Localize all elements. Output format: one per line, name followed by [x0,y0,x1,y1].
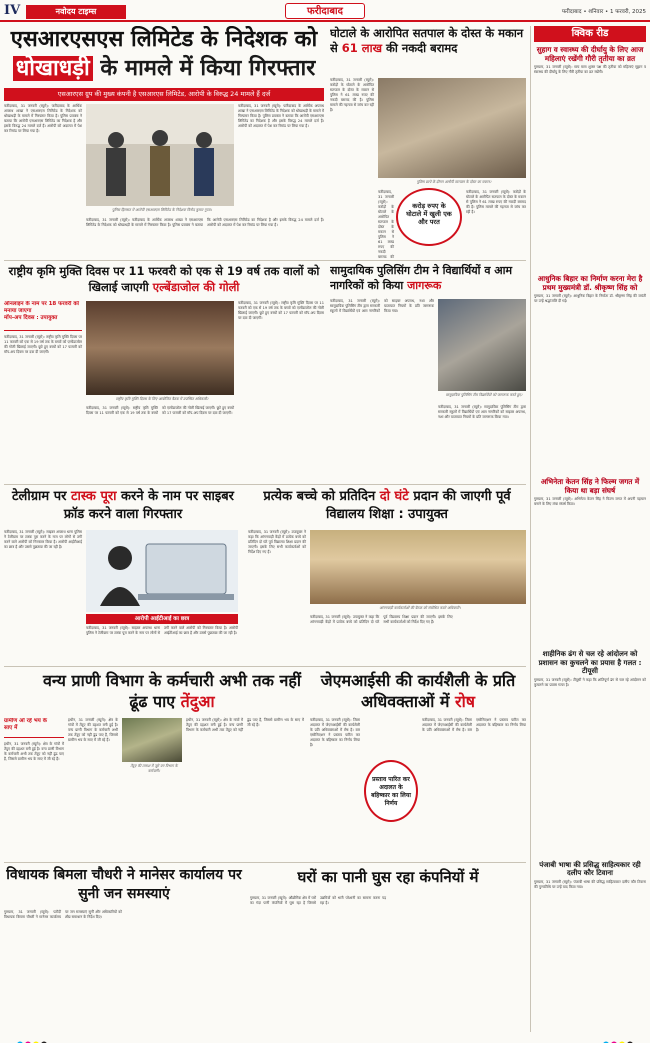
registration-strip [0,1034,650,1043]
tag-telegram: आरोपी आईटीआई का छात्र [86,614,238,624]
headline-worm [4,263,324,295]
headline-water: घरों का पानी घुस रहा कंपनियों में [297,868,479,886]
headline-satpal-part1: घोटाले के आरोपित सतपाल के दोस्त के मकान से [330,26,524,55]
hacker-laptop-illustration [86,530,238,612]
headline-telegram-part2: करने के नाम पर साइबर फ्रॉड करने वाला गिरफ्तार [63,489,234,522]
kicker-leopard [4,718,64,738]
headline-worm-part1: राष्ट्रीय कृमि मुक्ति दिवस पर 11 फरवरी को एक से 19 वर्ष तक वालों को खिलाई जाएगी [8,264,320,294]
body-sars-col3: फरीदाबाद, 31 जनवरी (ब्यूरो): फरीदाबाद के आर्थिक अपराध शाखा ने एसआरएस लिमिटेड के निदेशक को धोखाधड़ी के मामले में गिरफ्तार किया है। पुलिस प्रवक्ता ने बताया कि आरोपी एसआरएस लिमिटेड का निदेशक है और इसके विरुद्ध 24 मामले दर्ज हैं। आरोपी को अदालत में पेश कर रिमांड पर लिया गया है। [238,104,324,128]
story-sars [4,26,324,258]
sidebar [530,26,646,1032]
headline-school-highlight: दो घंटे [379,489,409,504]
callout-jmic: प्रस्ताव पारित कर अदालत के बहिष्कार का लिया निर्णय [364,760,418,822]
body-jmic-col2: फरीदाबाद, 31 जनवरी (ब्यूरो): जिला अदालत में जेएमआईसी की कार्यशैली के प्रति अधिवक्ताओं में रोष है। बार एसोसिएशन ने प्रस्ताव पारित कर अदालत के बहिष्कार का निर्णय लिया है। [422,718,526,732]
sidebar-item5-title: पंजाबी भाषा की प्रसिद्ध साहित्यकार रही दलीप कौर टिवाना [539,860,641,877]
headline-policing-part1: सामुदायिक पुलिसिंग टीम ने विद्यार्थियों व आम नागरिकों को किया [330,264,513,292]
body-telegram-col1: फरीदाबाद, 31 जनवरी (ब्यूरो): साइबर अपराध थाना पुलिस ने टेलीग्राम पर टास्क पूरा करने के नाम पर लोगों से ठगी करने वाले आरोपी को गिरफ्तार किया है। आरोपी आईटीआई का छात्र है और उससे पूछताछ की जा रही है। [4,530,82,549]
city-tag: फरीदाबाद [285,3,365,19]
caption-sars: पुलिस हिरासत में आरोपी एसआरएस लिमिटेड के निदेशक विनोद कुमार गुप्ता। [112,208,212,212]
story-mla [4,866,244,1032]
caption-policing: सामुदायिक पुलिसिंग टीम विद्यार्थियों को जागरूक करते हुए। [445,393,523,397]
masthead [0,0,650,22]
sidebar-item3-body: गुरुग्राम, 31 जनवरी (ब्यूरो): अभिनेता केतन सिंह ने फिल्म जगत में अपनी पहचान बनाने के लिए लंबा संघर्ष किया। [534,497,646,506]
officers-illustration [86,104,234,206]
body-satpal-col3: फरीदाबाद, 31 जनवरी (ब्यूरो): करोड़ों के घोटाले के आरोपित सतपाल के दोस्त के मकान से पुलिस ने 61 लाख रुपए की नकदी बरामद की है। पुलिस मामले की गहनता से जांच कर रही है। [466,190,526,214]
headline-leopard-part1: वन्य प्राणी विभाग के कर्मचारी अभी तक नहीं ढूंढ पाए [43,671,301,711]
kicker-leopard-line1: ग्रामीण ओ रहे भय के [4,718,47,724]
headline-mla: विधायक बिमला चौधरी ने मानेसर कार्यालय पर सुनी जन समस्याएं [6,867,242,902]
headline-jmic [310,670,526,712]
body-school-col2: फरीदाबाद, 31 जनवरी (ब्यूरो): उपायुक्त ने कहा कि आंगनवाड़ी केंद्रों में प्रत्येक बच्चे को प्रतिदिन दो घंटे पूर्व विद्यालय शिक्षा प्रदान की जाएगी। इसके लिए सभी कार्यकर्ताओं को निर्देश दिए गए हैं। [310,615,453,624]
headline-sars-line1: एसआरएसएस लिमिटेड के निदेशक को [10,27,318,52]
sidebar-item4-title: शाहीनिक ढंग से चल रहे आंदोलन को प्रशासन का कुचलने का प्रयास है गलत : टीयूसी [538,650,642,675]
body-sars-left: फरीदाबाद, 31 जनवरी (ब्यूरो): फरीदाबाद के आर्थिक अपराध शाखा ने एसआरएस लिमिटेड के निदेशक को धोखाधड़ी के मामले में गिरफ्तार किया है। पुलिस प्रवक्ता ने बताया कि आरोपी एसआरएस लिमिटेड का निदेशक है और इसके विरुद्ध 24 मामले दर्ज हैं। आरोपी को अदालत में पेश कर रिमांड पर लिया गया है। [4,104,82,133]
kicker-leopard-line2: साए में [4,725,18,731]
headline-satpal-amount: 61 लाख [341,41,382,55]
body-leopard-col3: हथीन, 31 जनवरी (ब्यूरो): क्षेत्र के गांवों में तेंदुए की दहशत बनी हुई है। वन्य प्राणी विभाग के कर्मचारी अभी तक तेंदुए को नहीं ढूंढ पाए हैं, जिससे ग्रामीण भय के साए में जी रहे हैं। [186,718,304,732]
sidebar-item2-body: गुरुग्राम, 31 जनवरी (ब्यूरो): आधुनिक बिहार के निर्माता डॉ. श्रीकृष्ण सिंह की जयंती पर उन्हें श्रद्धांजलि दी गई। [534,294,646,303]
body-water: गुरुग्राम, 31 जनवरी (ब्यूरो): औद्योगिक क्षेत्र में घरों का गंदा पानी कंपनियों में घुस रहा है जिससे उद्यमियों को भारी परेशानी का सामना करना पड़ रहा है। [250,896,386,905]
body-policing-col3: फरीदाबाद, 31 जनवरी (ब्यूरो): सामुदायिक पुलिसिंग टीम द्वारा सरकारी स्कूलों में विद्यार्थियों एवं आम नागरिकों को साइबर अपराध, नशा और यातायात नियमों के प्रति जागरूक किया गया। [438,405,526,419]
body-satpal-col2: फरीदाबाद, 31 जनवरी (ब्यूरो): करोड़ों के घोटाले के आरोपित सतपाल के दोस्त के मकान से पुलिस ने 61 लाख रुपए की नकदी बरामद की [378,190,394,258]
story-water [250,866,526,1032]
photo-school [310,530,526,604]
headline-sars-highlight: धोखाधड़ी [13,56,93,81]
headline-school-part1: प्रत्येक बच्चे को प्रतिदिन [263,489,376,504]
headline-telegram-highlight: टास्क पूरा [70,489,117,504]
kicker-line2: मॉप-अप दिवस : उपायुक्त [4,315,58,321]
headline-jmic-highlight: रोष [455,692,475,711]
caption-satpal: पुलिस छापे के दौरान आरोपी सतपाल के दोस्त का मकान। [416,180,492,184]
headline-satpal-part2: की नकदी बरामद [386,41,458,55]
sidebar-item3-title: अभिनेता केतन सिंह ने फिल्म जगत में किया था बड़ा संघर्ष [540,477,640,495]
headline-satpal [330,26,526,56]
callout-satpal: करोड़ रुपए के घोटाले में खुली एक और परत [396,188,462,246]
photo-policing [438,299,526,391]
headline-leopard-highlight: तेंदुआ [180,692,215,711]
photo-telegram [86,530,238,612]
headline-school-part2: प्रदान की जाएगी पूर्व विद्यालय शिक्षा : उपायुक्त [326,489,511,522]
page-number: IV [4,3,21,18]
story-leopard [4,670,304,860]
sidebar-item2-title: आधुनिक बिहार का निर्माण करना मेरा है प्रथम मुख्यमंत्री डॉ. श्रीकृष्ण सिंह को [537,274,643,292]
story-school [248,488,526,664]
caption-school: आंगनवाड़ी कार्यकर्ताओं की बैठक को संबोधित करते अधिकारी। [379,606,461,610]
headline-jmic-part1: जेएमआईसी की कार्यशैली के प्रति अधिवक्ताओं में [320,671,516,711]
body-worm-col3: फरीदाबाद, 31 जनवरी (ब्यूरो): राष्ट्रीय कृमि मुक्ति दिवस पर 11 फरवरी को एक से 19 वर्ष तक के बच्चों को एल्बेंडाजोल की गोली खिलाई जाएगी। छूटे हुए बच्चों को 17 फरवरी को मॉप-अप दिवस पर दवा दी जाएगी। [238,301,324,320]
photo-worm [86,301,234,395]
story-jmic [310,670,526,860]
body-leopard-col1: हथीन, 31 जनवरी (ब्यूरो): क्षेत्र के गांवों में तेंदुए की दहशत बनी हुई है। वन्य प्राणी विभाग के कर्मचारी अभी तक तेंदुए को नहीं ढूंढ पाए हैं, जिससे ग्रामीण भय के साए में जी रहे हैं। [4,742,64,761]
story-satpal [330,26,526,258]
sidebar-item4-body: गुरुग्राम, 31 जनवरी (ब्यूरो): टीयूसी ने कहा कि शांतिपूर्ण ढंग से चल रहे आंदोलन को कुचलने का प्रयास गलत है। [534,677,646,687]
headline-sars-line2 [4,54,324,84]
sidebar-item1-body: गुरुग्राम, 31 जनवरी (ब्यूरो): माघ मास शुक्ल पक्ष की तृतीया को महिलाएं सुहाग व स्वास्थ्य की दीर्घायु के लिए गौरी तृतीया का व्रत रखेंगी। [534,65,646,74]
kicker-telegram [4,301,82,331]
caption-worm: राष्ट्रीय कृमि मुक्ति दिवस के लिए आयोजित बैठक में उपस्थित अधिकारी। [115,397,209,401]
caption-leopard: तेंदुए की तलाश में जुटे वन विभाग के कर्मचारी। [130,764,178,773]
strap-sars: एसआरएस ग्रुप की मुख्य कंपनी है एसआरएस लिमिटेड, आरोपी के विरुद्ध 24 मामले हैं दर्ज [4,88,324,101]
body-policing: फरीदाबाद, 31 जनवरी (ब्यूरो): सामुदायिक पुलिसिंग टीम द्वारा सरकारी स्कूलों में विद्यार्थियों एवं आम नागरिकों को साइबर अपराध, नशा और यातायात नियमों के प्रति जागरूक किया गया। [330,299,434,313]
headline-sars-rest: के मामले में किया गिरफ्तार [100,56,316,81]
headline-policing [330,263,526,293]
headline-telegram-part1: टेलीग्राम पर [11,489,67,504]
story-telegram [4,488,242,664]
paper-name: नवोदय टाइम्स [26,5,126,19]
sidebar-heading: क्विक रीड [534,26,646,42]
body-mla: गुरुग्राम, 31 जनवरी (ब्यूरो): पटौदी विधायक बिमला चौधरी ने मानेसर कार्यालय पर जन समस्याएं सुनीं और अधिकारियों को शीघ्र समाधान के निर्देश दिए। [4,910,122,919]
body-sars-right: फरीदाबाद, 31 जनवरी (ब्यूरो): फरीदाबाद के आर्थिक अपराध शाखा ने एसआरएस लिमिटेड के निदेशक को धोखाधड़ी के मामले में गिरफ्तार किया है। पुलिस प्रवक्ता ने बताया कि आरोपी एसआरएस लिमिटेड का निदेशक है और इसके विरुद्ध 24 मामले दर्ज हैं। आरोपी को अदालत में पेश कर रिमांड पर लिया गया है। [86,218,324,227]
sidebar-item5-body: गुरुग्राम, 31 जनवरी (ब्यूरो): पंजाबी भाषा की प्रसिद्ध साहित्यकार दलीप कौर टिवाना की पुण्यतिथि पर उन्हें याद किया गया। [534,879,646,889]
photo-satpal [378,78,526,178]
body-telegram-col2: फरीदाबाद, 31 जनवरी (ब्यूरो): साइबर अपराध थाना पुलिस ने टेलीग्राम पर टास्क पूरा करने के नाम पर लोगों से ठगी करने वाले आरोपी को गिरफ्तार किया है। आरोपी आईटीआई का छात्र है और उससे पूछताछ की जा रही है। [86,626,238,635]
sidebar-item1-title: सुहाग व स्वास्थ्य की दीर्घायु के लिए आज महिलाएं रखेंगी गौरी तृतीया का व्रत [536,45,644,63]
dateline: फरीदाबाद • शनिवार • 1 फरवरी, 2025 [561,9,646,15]
kicker-line1: ऑनलाइन के नाम पर 18 फरवरी को मनाया जाएगा [4,301,79,314]
headline-leopard [4,670,304,712]
headline-telegram [4,488,242,524]
story-worm [4,263,324,483]
body-worm-col2: फरीदाबाद, 31 जनवरी (ब्यूरो): राष्ट्रीय कृमि मुक्ति दिवस पर 11 फरवरी को एक से 19 वर्ष तक के बच्चों को एल्बेंडाजोल की गोली खिलाई जाएगी। छूटे हुए बच्चों को 17 फरवरी को मॉप-अप दिवस पर दवा दी जाएगी। [86,406,234,415]
body-school-col1: फरीदाबाद, 31 जनवरी (ब्यूरो): उपायुक्त ने कहा कि आंगनवाड़ी केंद्रों में प्रत्येक बच्चे को प्रतिदिन दो घंटे पूर्व विद्यालय शिक्षा प्रदान की जाएगी। इसके लिए सभी कार्यकर्ताओं को निर्देश दिए गए हैं। [248,530,306,554]
body-jmic-col1: फरीदाबाद, 31 जनवरी (ब्यूरो): जिला अदालत में जेएमआईसी की कार्यशैली के प्रति अधिवक्ताओं में रोष है। बार एसोसिएशन ने प्रस्ताव पारित कर अदालत के बहिष्कार का निर्णय लिया है। [310,718,360,747]
headline-worm-highlight: एल्बेंडाजोल की गोली [152,280,240,294]
body-worm-col1: फरीदाबाद, 31 जनवरी (ब्यूरो): राष्ट्रीय कृमि मुक्ति दिवस पर 11 फरवरी को एक से 19 वर्ष तक के बच्चों को एल्बेंडाजोल की गोली खिलाई जाएगी। छूटे हुए बच्चों को 17 फरवरी को मॉप-अप दिवस पर दवा दी जाएगी। [4,335,82,354]
body-leopard-col2: हथीन, 31 जनवरी (ब्यूरो): क्षेत्र के गांवों में तेंदुए की दहशत बनी हुई है। वन्य प्राणी विभाग के कर्मचारी अभी तक तेंदुए को नहीं ढूंढ पाए हैं, जिससे ग्रामीण भय के साए में जी रहे हैं। [68,718,118,742]
photo-sars [86,104,234,206]
body-satpal-col1: फरीदाबाद, 31 जनवरी (ब्यूरो): करोड़ों के घोटाले के आरोपित सतपाल के दोस्त के मकान से पुलिस ने 61 लाख रुपए की नकदी बरामद की है। पुलिस मामले की गहनता से जांच कर रही है। [330,78,374,112]
headline-policing-highlight: जागरूक [407,279,442,292]
photo-leopard [122,718,182,762]
story-policing [330,263,526,483]
headline-school [248,488,526,524]
